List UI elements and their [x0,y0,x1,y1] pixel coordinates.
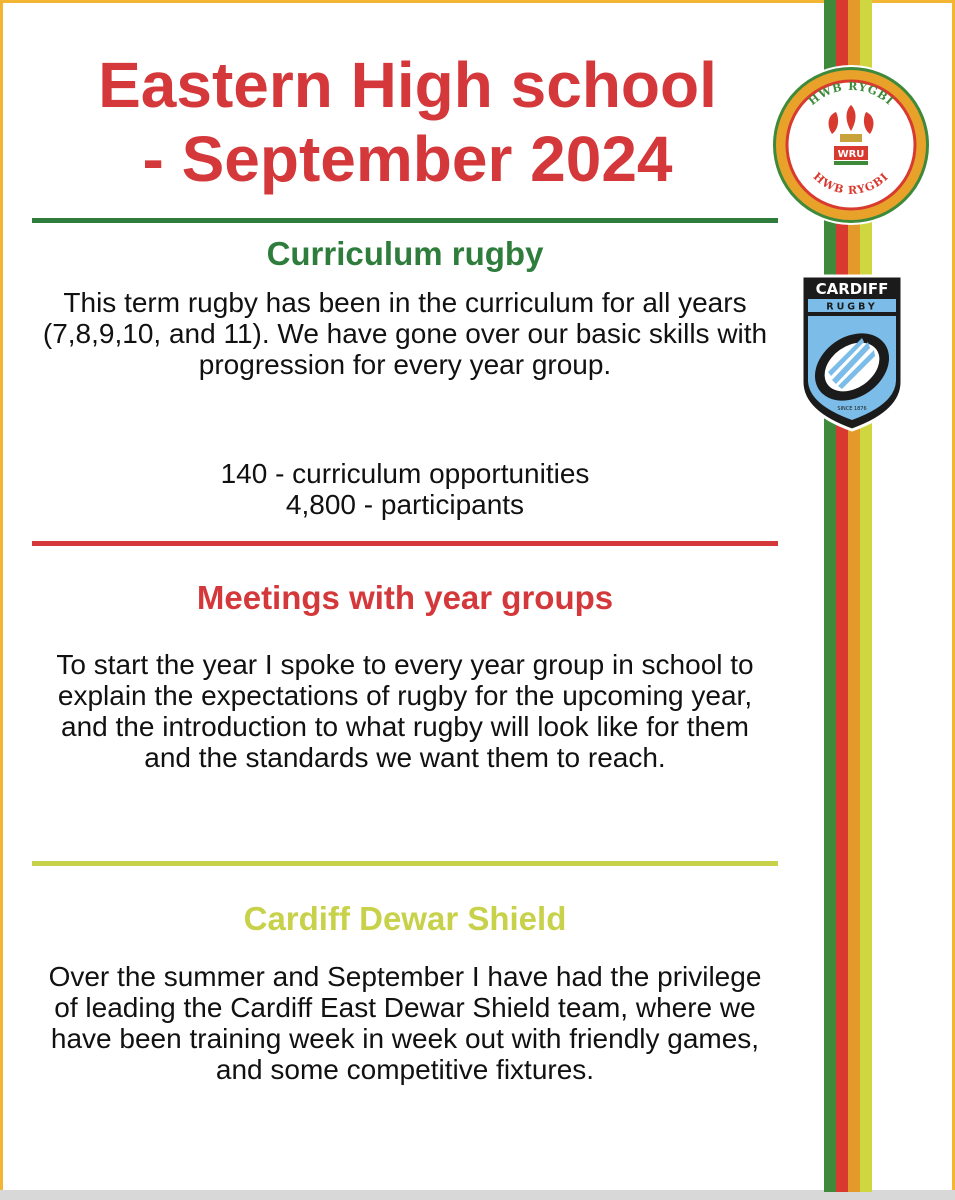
title-line-1: Eastern High school [98,49,717,121]
section-body-curriculum: This term rugby has been in the curriculum for all years (7,8,9,10, and 11). We have gone over our basic skills with progression for every year group. [42,287,768,380]
section-body-dewar-shield: Over the summer and September I have had the privilege of leading the Cardiff East Dewar Shield team, where we have been training week in week out with friendly games, and some competitive fixtures. [48,961,762,1085]
page-title [40,48,775,196]
wru-rugby-hub-roundel-icon [770,60,932,230]
svg-text:HWB RYGBI: HWB RYGBI [810,169,892,198]
curriculum-stats [40,458,770,520]
bottom-edge [0,1190,955,1200]
svg-text:HWB RYGBI: HWB RYGBI [805,79,897,109]
title-line-2: - September 2024 [142,123,673,195]
cardiff-rugby-shield-icon [798,272,906,434]
section-heading-dewar-shield: Cardiff Dewar Shield [243,900,567,937]
svg-text:RUGBY: RUGBY [826,301,878,313]
svg-text:WRU: WRU [837,149,865,160]
divider-lime [32,861,778,866]
divider-red [32,541,778,546]
svg-text:SINCE 1876: SINCE 1876 [837,406,867,412]
stat-opportunities: 140 - curriculum opportunities [220,458,590,489]
section-heading-meetings: Meetings with year groups [196,579,614,616]
svg-text:CARDIFF: CARDIFF [815,280,889,298]
stat-participants: 4,800 - participants [285,489,525,520]
section-heading-curriculum: Curriculum rugby [266,235,544,272]
divider-green [32,218,778,223]
section-body-meetings: To start the year I spoke to every year group in school to explain the expectations of rugby for the upcoming year, and the introduction to what rugby will look like for them and the standards we want them to reach. [56,649,754,773]
